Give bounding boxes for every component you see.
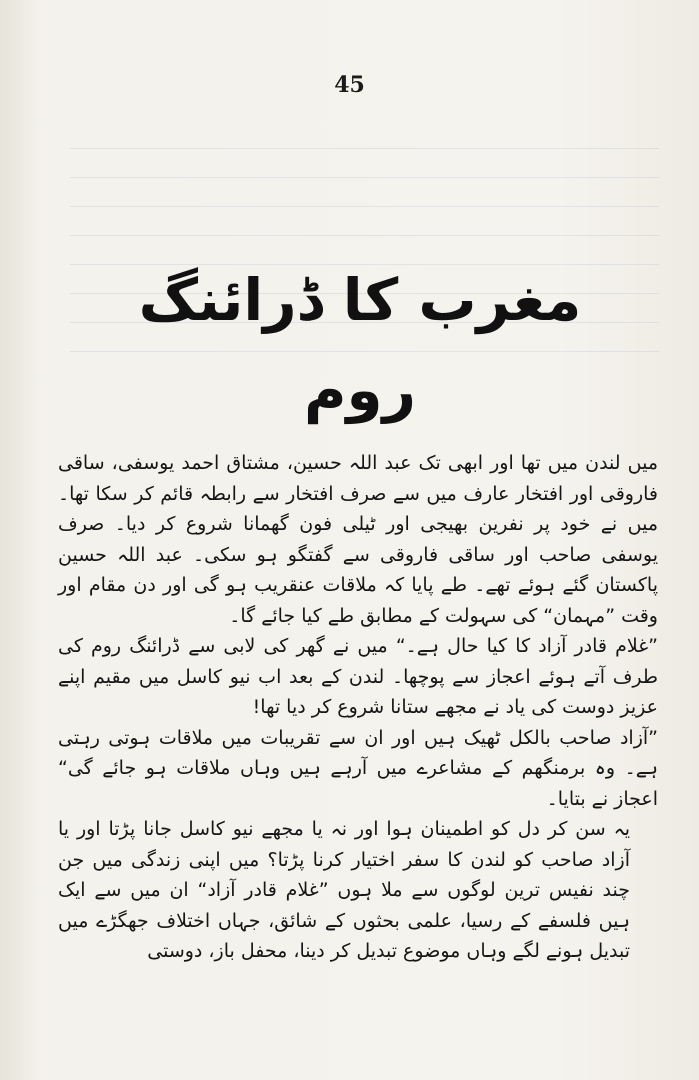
paragraph-3: ”آزاد صاحب بالکل ٹھیک ہیں اور ان سے تقریبات میں ملاقات ہوتی رہتی ہے۔ وہ برمنگھم کے مشاعرے میں آرہے ہیں وہاں ملاقات ہو جائے گی“ اعجاز نے بتایا۔	[58, 726, 658, 810]
body-text	[58, 448, 658, 967]
paragraph-4: یہ سن کر دل کو اطمینان ہوا اور نہ یا مجھے نیو کاسل جانا پڑتا اور یا آزاد صاحب کو لندن کا سفر اختیار کرنا پڑتا؟ میں اپنی زندگی میں جن چند نفیس ترین لوگوں سے ملا ہوں ”غلام قادر آزاد“ ان میں سے ایک ہیں فلسفے کے رسیا، علمی بحثوں کے شائق، جہاں اختلاف جھگڑے میں تبدیل ہونے لگے وہاں موضوع تبدیل کر دینا، محفل باز، دوستی	[58, 818, 630, 962]
paragraph-2: ”غلام قادر آزاد کا کیا حال ہے۔“ میں نے گھر کی لابی سے ڈرائنگ روم کی طرف آتے ہوئے اعجاز سے پوچھا۔ لندن کے بعد اب نیو کاسل میں مقیم اپنے عزیز دوست کی یاد نے مجھے ستانا شروع کر دیا تھا!	[58, 635, 658, 718]
chapter-title: مغرب کا ڈرائنگ روم	[138, 266, 582, 424]
paragraph-1: میں لندن میں تھا اور ابھی تک عبد اللہ حسین، مشتاق احمد یوسفی، ساقی فاروقی اور افتخار عارف میں سے صرف افتخار سے رابطہ قائم کر سکا تھا۔ میں نے خود پر نفرین بھیجی اور ٹیلی فون گھمانا شروع کر دیا۔ صرف یوسفی صاحب اور ساقی فاروقی سے گفتگو ہو سکی۔ عبد اللہ حسین پاکستان گئے ہوئے تھے۔ طے پایا کہ ملاقات عنقریب ہو گی اور دن مقام اور وقت ”مہمان“ کی سہولت کے مطابق طے کیا جائے گا۔	[58, 452, 658, 627]
page-number: 45	[334, 72, 365, 98]
